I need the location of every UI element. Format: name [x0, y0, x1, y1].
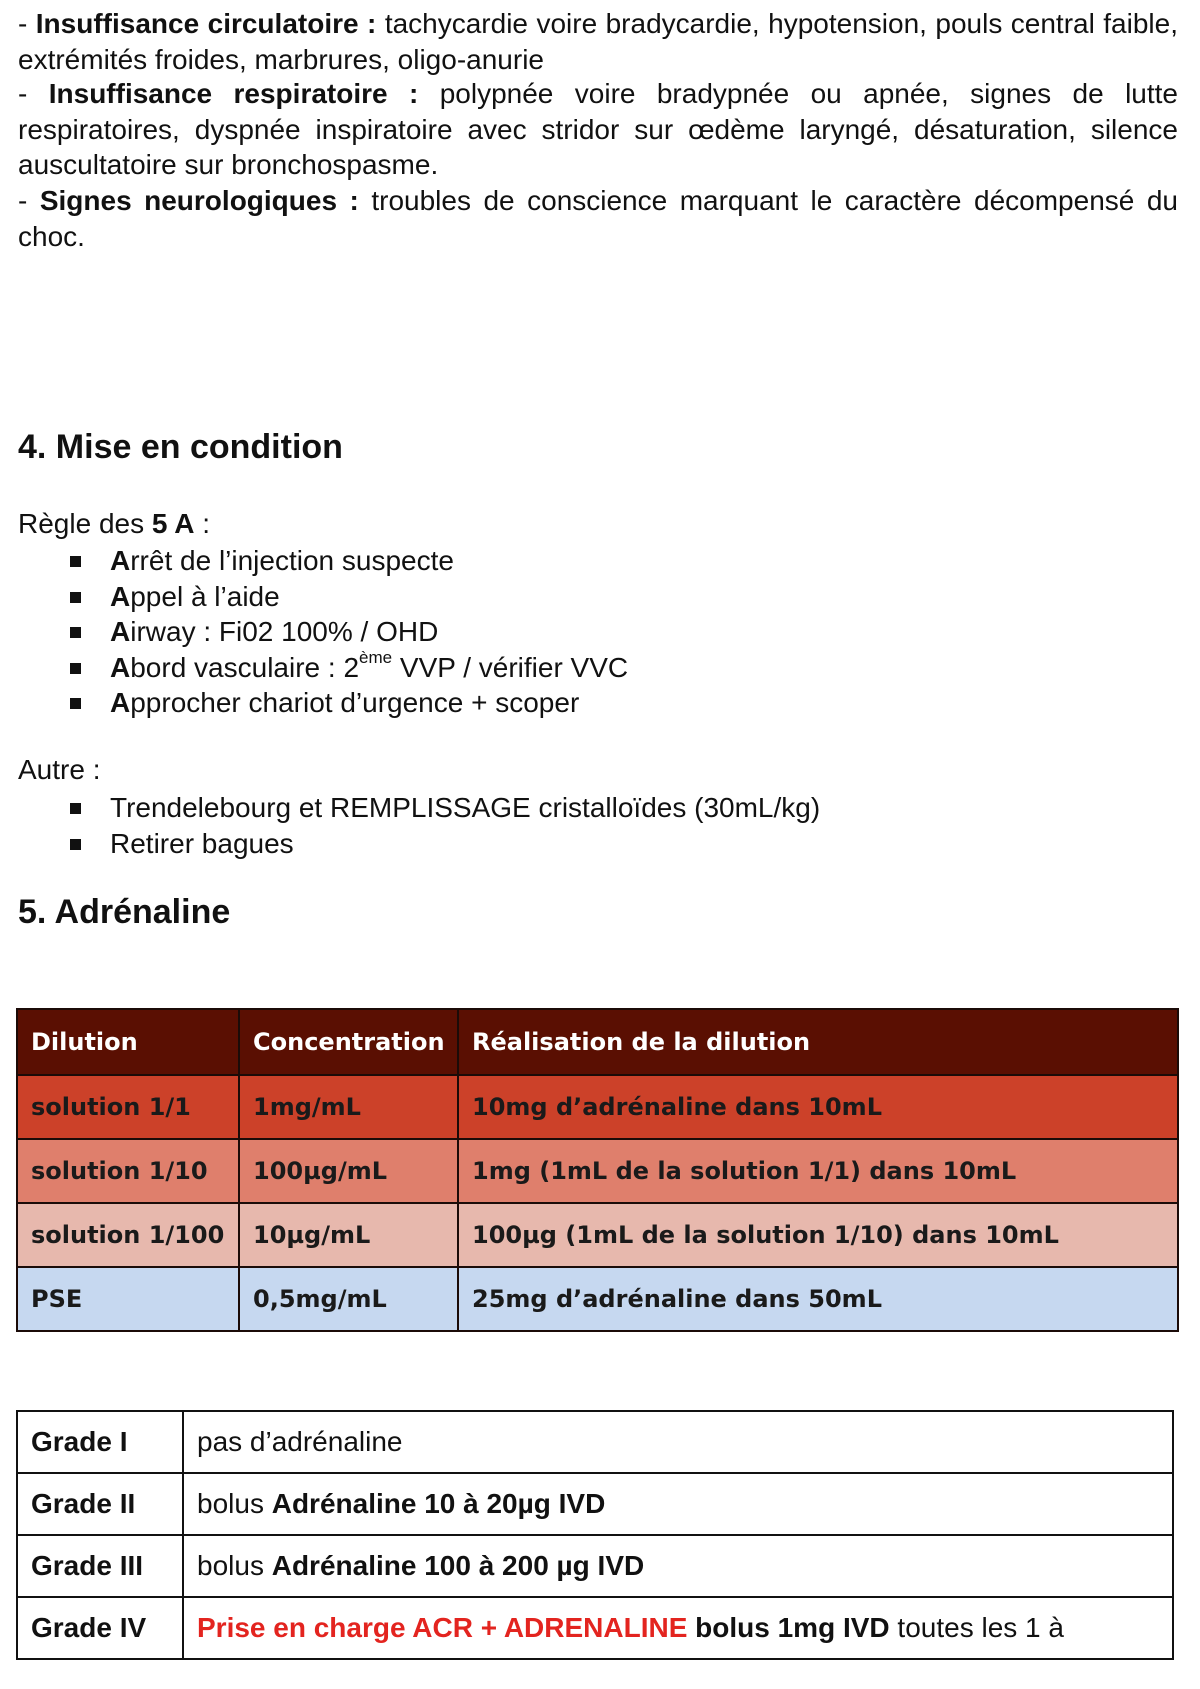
list-autre — [64, 790, 820, 861]
cell-concentration: 100µg/mL — [239, 1139, 458, 1203]
treatment-prefix: bolus — [197, 1488, 272, 1519]
paragraph-signes-neurologiques — [18, 183, 1178, 254]
table-row — [17, 1203, 1178, 1267]
grade-label: Grade IV — [17, 1597, 183, 1659]
table-row-grade-2 — [17, 1473, 1173, 1535]
dash-prefix: - — [18, 185, 40, 216]
header-cell-realisation: Réalisation de la dilution — [458, 1009, 1178, 1075]
autre-label: Autre : — [18, 754, 101, 785]
header-cell-concentration: Concentration — [239, 1009, 458, 1075]
dash-prefix: - — [18, 8, 36, 39]
cell-concentration: 10µg/mL — [239, 1203, 458, 1267]
text-insuffisance-circulatoire: tachycardie voire bradycardie, hypotension, pouls central faible, extrémités froides, marbrures, oligo-anurie — [18, 8, 1178, 75]
grade-treatment — [183, 1473, 1173, 1535]
treatment-dose: Adrénaline 100 à 200 µg IVD — [271, 1550, 645, 1581]
list-item — [64, 647, 629, 686]
cell-concentration: 0,5mg/mL — [239, 1267, 458, 1331]
paragraph-insuffisance-respiratoire — [18, 76, 1178, 183]
label-insuffisance-respiratoire: Insuffisance respiratoire : — [48, 78, 419, 109]
text-insuffisance-respiratoire: polypnée voire bradypnée ou apnée, signes de lutte respiratoires, dyspnée inspiratoire avec stridor sur œdème laryngé, désaturation, silence auscultatoire sur bronchospasme. — [18, 78, 1178, 180]
list-item — [64, 614, 628, 650]
dilution-table — [16, 1008, 1179, 1332]
item-letter: A — [110, 616, 131, 647]
regle-bold: 5 A — [151, 508, 195, 539]
section-title-adrenaline: 5. Adrénaline — [18, 893, 231, 931]
table-row — [17, 1139, 1178, 1203]
list-item: Retirer bagues — [64, 826, 820, 862]
table-row-grade-4 — [17, 1597, 1173, 1659]
item-letter: A — [110, 687, 131, 718]
item-letter: A — [110, 580, 131, 612]
grade-treatment — [183, 1597, 1173, 1659]
text-signes-neurologiques: troubles de conscience marquant le caractère décompensé du choc. — [18, 185, 1178, 252]
item-text: ppel à l’aide — [130, 580, 280, 612]
paragraph-insuffisance-circulatoire — [18, 6, 1178, 77]
table-row-grade-1 — [17, 1411, 1173, 1473]
item-text: rrêt de l’injection suspecte — [130, 545, 454, 576]
grade-label: Grade III — [17, 1535, 183, 1597]
treatment-acr-alert: Prise en charge ACR + ADRENALINE — [197, 1612, 688, 1643]
header-cell-dilution: Dilution — [17, 1009, 239, 1075]
cell-realisation: 25mg d’adrénaline dans 50mL — [458, 1267, 1178, 1331]
item-text: bord vasculaire : 2 — [130, 651, 360, 683]
table-header-row — [17, 1009, 1178, 1075]
table-row — [17, 1075, 1178, 1139]
grade-label: Grade I — [17, 1411, 183, 1473]
item-text: irway : Fi02 100% / OHD — [130, 616, 439, 647]
section-title-mise-en-condition: 4. Mise en condition — [18, 428, 343, 466]
item-letter: A — [110, 545, 131, 576]
cell-dilution: solution 1/1 — [17, 1075, 239, 1139]
item-text-after: VVP / vérifier VVC — [392, 651, 629, 683]
label-signes-neurologiques: Signes neurologiques : — [39, 185, 359, 216]
cell-dilution: PSE — [17, 1267, 239, 1331]
list-item — [64, 685, 628, 721]
treatment-frequency: toutes les 1 à — [889, 1612, 1064, 1643]
list-5a — [64, 543, 628, 721]
list-item — [64, 579, 628, 615]
list-item — [64, 543, 628, 579]
item-letter: A — [110, 651, 131, 683]
item-text: pprocher chariot d’urgence + scoper — [130, 687, 580, 718]
treatment-dose: Adrénaline 10 à 20µg IVD — [271, 1488, 606, 1519]
label-insuffisance-circulatoire: Insuffisance circulatoire : — [35, 8, 377, 39]
cell-realisation: 100µg (1mL de la solution 1/10) dans 10mL — [458, 1203, 1178, 1267]
list-item: Trendelebourg et REMPLISSAGE cristalloïdes (30mL/kg) — [64, 790, 820, 826]
grade-table — [16, 1410, 1174, 1660]
cell-realisation: 1mg (1mL de la solution 1/1) dans 10mL — [458, 1139, 1178, 1203]
table-row — [17, 1267, 1178, 1331]
treatment-prefix: bolus — [197, 1550, 272, 1581]
regle-5a-intro — [18, 508, 210, 540]
table-row-grade-3 — [17, 1535, 1173, 1597]
cell-realisation: 10mg d’adrénaline dans 10mL — [458, 1075, 1178, 1139]
grade-label: Grade II — [17, 1473, 183, 1535]
treatment-dose: bolus 1mg IVD — [687, 1612, 890, 1643]
cell-dilution: solution 1/100 — [17, 1203, 239, 1267]
cell-concentration: 1mg/mL — [239, 1075, 458, 1139]
regle-prefix: Règle des — [18, 508, 152, 539]
regle-suffix: : — [194, 508, 210, 539]
grade-treatment: pas d’adrénaline — [183, 1411, 1173, 1473]
dash-prefix: - — [18, 78, 49, 109]
item-superscript: ème — [359, 647, 393, 667]
cell-dilution: solution 1/10 — [17, 1139, 239, 1203]
grade-treatment — [183, 1535, 1173, 1597]
